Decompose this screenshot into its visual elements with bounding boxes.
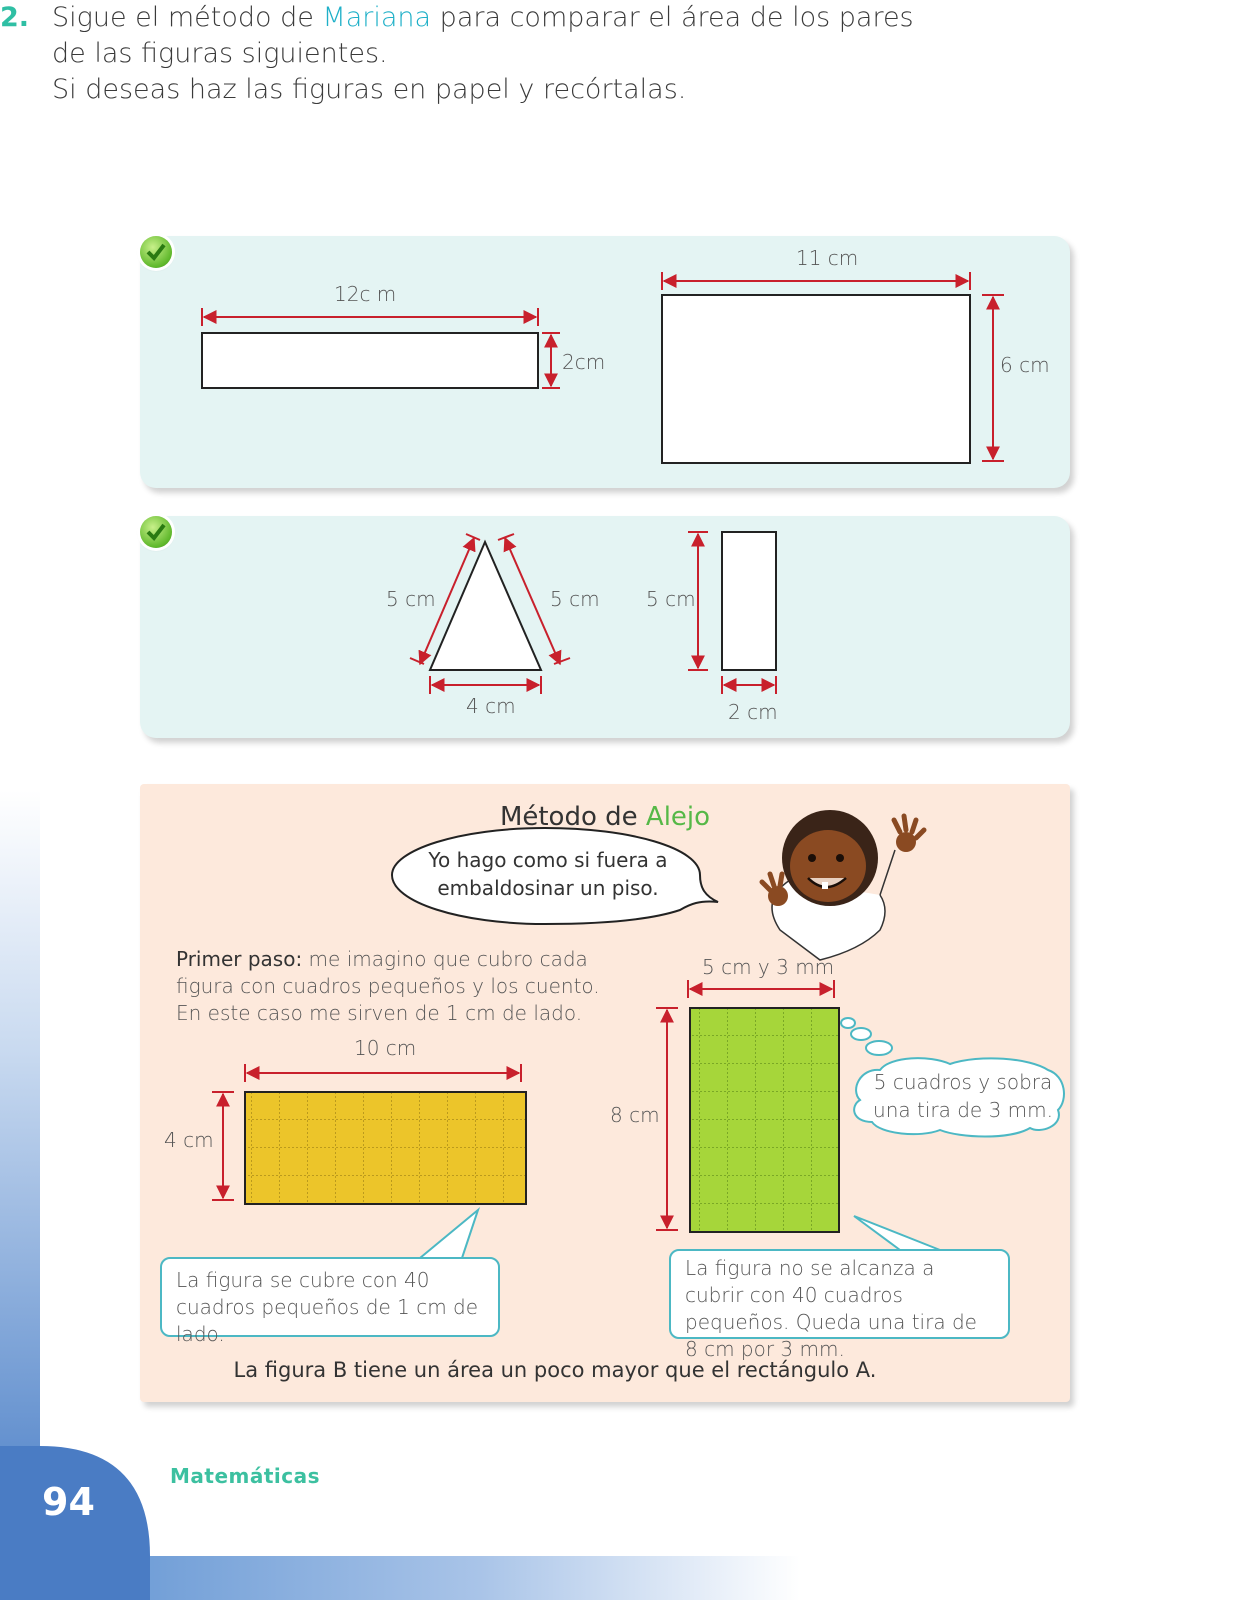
rect-5x2-width-label: 2 cm bbox=[728, 700, 778, 724]
alejo-character bbox=[762, 810, 924, 960]
yellow-rectangle-10x4 bbox=[212, 1064, 526, 1204]
yellow-width-label: 10 cm bbox=[354, 1036, 417, 1060]
callout-right-pointer bbox=[854, 1216, 940, 1250]
exercise-number: 2. bbox=[0, 2, 30, 33]
green-width-label: 5 cm y 3 mm bbox=[702, 955, 835, 979]
rectangle-5x2 bbox=[688, 532, 776, 694]
rect-5x2-height-label: 5 cm bbox=[646, 587, 696, 611]
yellow-height-label: 4 cm bbox=[164, 1128, 214, 1152]
green-height-label: 8 cm bbox=[610, 1103, 660, 1127]
triangle-5-5-4 bbox=[410, 534, 570, 694]
step-label: Primer paso: bbox=[176, 947, 303, 971]
mariana-name: Mariana bbox=[322, 2, 432, 33]
rect-b-width-label: 11 cm bbox=[796, 246, 859, 270]
speech-text: Yo hago como si fuera a embaldosinar un piso. bbox=[428, 848, 668, 900]
callout-left: La figura se cubre con 40 cuadros pequeños de 1 cm de lado. bbox=[160, 1257, 500, 1337]
subject-label: Matemáticas bbox=[170, 1464, 321, 1488]
method-title: Método de Alejo bbox=[499, 802, 711, 832]
callout-right: La figura no se alcanza a cubrir con 40 cuadros pequeños. Queda una tira de 8 cm por 3 mm. bbox=[669, 1249, 1010, 1339]
rect-b-height-label: 6 cm bbox=[1000, 353, 1050, 377]
alejo-name: Alejo bbox=[645, 802, 711, 832]
triangle-left-side-label: 5 cm bbox=[386, 587, 436, 611]
green-rectangle-5-3x8 bbox=[656, 980, 839, 1232]
conclusion-text: La figura B tiene un área un poco mayor que el rectángulo A. bbox=[233, 1358, 877, 1382]
thought-text: 5 cuadros y sobra una tira de 3 mm. bbox=[873, 1070, 1053, 1122]
page-number: 94 bbox=[42, 1480, 95, 1524]
exercise-instruction: 2. Sigue el método de Mariana para comparar el área de los pares de las figuras siguientes. Si deseas haz las figuras en papel y recórtalas. bbox=[0, 2, 914, 105]
rectangle-12x2 bbox=[202, 308, 560, 388]
first-step-text: Primer paso: me imagino que cubro cada figura con cuadros pequeños y los cuento. En este caso me sirven de 1 cm de lado. bbox=[176, 947, 600, 1025]
rect-a-width-label: 12c m bbox=[334, 282, 397, 306]
rect-a-height-label: 2cm bbox=[562, 350, 606, 374]
triangle-right-side-label: 5 cm bbox=[550, 587, 600, 611]
callout-left-pointer bbox=[420, 1210, 478, 1258]
triangle-base-label: 4 cm bbox=[466, 694, 516, 718]
rectangle-11x6 bbox=[662, 272, 1004, 463]
